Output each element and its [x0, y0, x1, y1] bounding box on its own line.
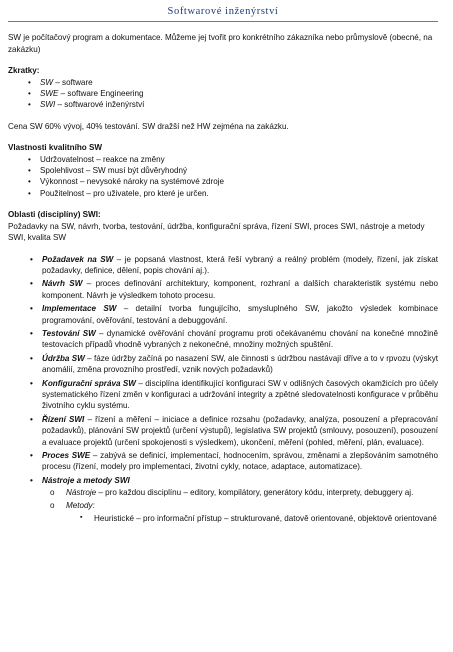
list-item: • Spolehlivost – SW musí být důvěryhodný — [8, 165, 438, 176]
item-term: Proces SWE — [42, 451, 91, 460]
item-text: – zabývá se definicí, implementací, hodnocením, správou, změnami a zlepšováním samotného procesu (řízení, modely pro implementaci, životní cykly, notace, adaptace, automatizace). — [42, 451, 438, 472]
item-text: – řízení a měření – iniciace a definice rozsahu (požadavky, analýza, posouzení a přepracování požadavků), plánování SW projektů (určení výstupů), legislativa SW projektů (smlouvy, posouzení), posouzení a evaluace projektů (určení spokojenosti s výsledkem), ukončení, měření (pohled, měření, plán, evaluace). — [42, 414, 438, 447]
item-term: Nástroje — [66, 488, 97, 498]
zkratky-heading: Zkratky: — [8, 66, 40, 76]
abbr-term: SWE — [40, 89, 59, 99]
list-item — [8, 475, 438, 525]
list-item: • Udržovatelnost – reakce na změny — [8, 154, 438, 165]
list-item — [8, 303, 438, 326]
list-item — [8, 450, 438, 473]
item-term: Nástroje a metody SWI — [42, 475, 130, 485]
list-item — [8, 328, 438, 351]
item-text: – proces definování architektury, komponent, rozhraní a dalších charakteristik systému nebo komponent. Návrh je výsledkem tohoto procesu. — [42, 279, 439, 300]
vlastnosti-section — [8, 142, 438, 199]
item-term: Požadavek na SW — [42, 254, 114, 264]
intro-paragraph: SW je počítačový program a dokumentace. Můžeme jej tvořit pro konkrétního zákazníka nebo průmyslově (obecné, na zakázku) — [8, 33, 433, 54]
list-item: • Výkonnost – nevysoké nároky na systémové zdroje — [8, 176, 438, 187]
oblasti-heading: Oblasti (disciplíny) SWI: — [8, 210, 101, 220]
item-text: – detailní tvorba fungujícího, smysluplného SW, jakožto výsledek kombinace programování, ověřování, testování a debuggování. — [42, 304, 438, 325]
item-text: – disciplína identifikující konfiguraci SW v odlišných časových okamžicích pro účely systematického řízení změn v konfiguraci a udržování integrity a zpětné sledovatelnosti konfigurace v průběhu životního cyklu systému. — [42, 378, 439, 411]
cena-paragraph: Cena SW 60% vývoj, 40% testování. SW dražší než HW zejména na zakázku. — [8, 121, 289, 131]
item-term: Konfigurační správa SW — [42, 378, 136, 388]
abbr-text: – softwarové inženýrství — [55, 100, 145, 110]
abbr-term: SWI — [40, 100, 56, 110]
item-text: – fáze údržby začíná po nasazení SW, ale činnosti s údržbou nastávají dříve a to v rpvozu (výskyt anomálií, změna provozního prostředí, vznik nových požadavků) — [42, 353, 438, 375]
list-item — [8, 353, 438, 376]
vlastnosti-list — [8, 154, 438, 200]
vlastnosti-heading: Vlastnosti kvalitního SW — [8, 143, 102, 153]
sublist-item — [42, 500, 438, 525]
oblasti-intro: Požadavky na SW, návrh, tvorba, testování, údržba, konfigurační správa, řízení SWI, proces SWI, nástroje a metody SWI, kvalita SW — [8, 221, 425, 243]
zkratky-list — [8, 77, 438, 111]
document-page — [8, 4, 438, 526]
item-text: – pro každou disciplínu – editory, kompilátory, generátory kódu, interprety, debuggery aj. — [96, 488, 414, 498]
metody-sublist — [66, 513, 438, 524]
abbr-text: – software Engineering — [58, 89, 144, 99]
oblasti-section — [8, 209, 438, 524]
item-term: Údržba SW — [42, 353, 85, 363]
abbr-text: – software — [53, 77, 93, 87]
list-item — [8, 278, 438, 301]
item-text: – je popsaná vlastnost, která řeší vybraný a reálný problém (modely, řízení, jak získat požadavky, definice, dělení, popis chování aj.). — [42, 254, 438, 275]
list-item — [8, 414, 438, 448]
oblasti-list — [8, 254, 438, 525]
list-item — [8, 88, 438, 99]
page-title: Softwarové inženýrství — [8, 4, 438, 22]
item-term: Řízení SWI — [42, 414, 85, 424]
item-term: Návrh SW — [42, 279, 83, 289]
abbr-term: SW — [40, 77, 54, 87]
list-item — [8, 378, 438, 412]
item-term: Testování SW — [42, 328, 96, 338]
list-item — [8, 254, 438, 277]
nastroje-sublist — [42, 487, 438, 524]
item-text: – dynamické ověřování chování programu proti očekávanému chování na konečné množině testovacích případů vhodně vybraných z nekonečné, množiny možných spuštění. — [42, 328, 438, 350]
item-term: Implementace SW — [42, 304, 117, 314]
list-item — [8, 99, 438, 110]
zkratky-section — [8, 65, 438, 111]
item-term: Metody: — [66, 500, 95, 510]
list-item — [8, 77, 438, 88]
list-item: • Použitelnost – pro uživatele, pro které je určen. — [8, 188, 438, 199]
sublist-item — [42, 487, 438, 498]
sublist-item: ▪ Heuristické – pro informační přístup – strukturované, datově orientované, objektově orientované — [66, 513, 438, 524]
